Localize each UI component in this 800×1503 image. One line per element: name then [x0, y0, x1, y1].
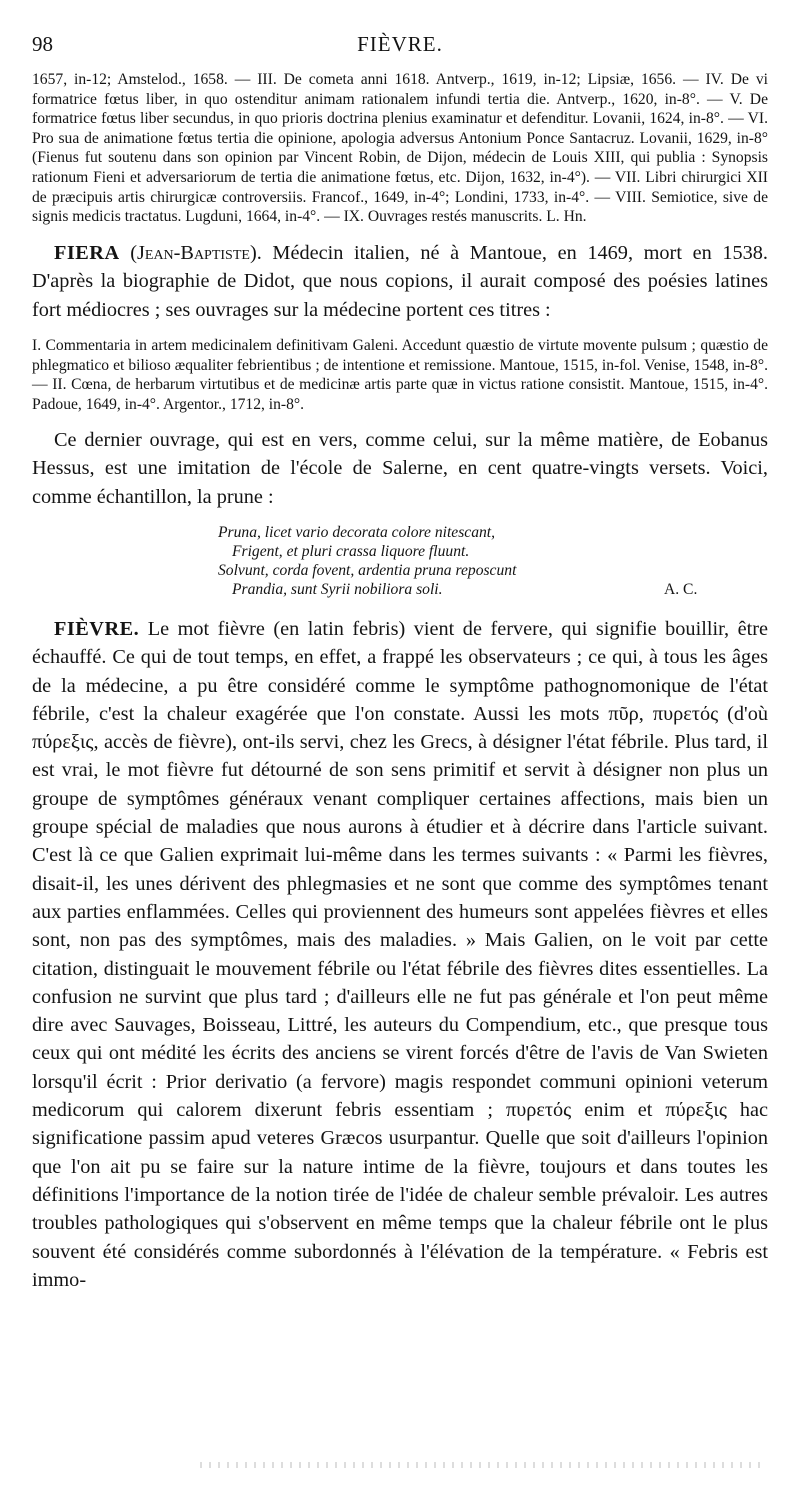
- fiera-works: [32, 336, 768, 414]
- fiera-text: Médecin italien, né à Mantoue, en 1469, mort en 1538. D'après la biographie de Didot, que nous copions, il aurait composé des poésies latines fort médiocres ; ses ouvrages sur la médecine portent ces titres :: [32, 242, 768, 321]
- author-signature: A. C.: [664, 581, 698, 598]
- poem-line: Prandia, sunt Syrii nobiliora soli.: [232, 581, 443, 598]
- bibliography-text: 1657, in-12; Amstelod., 1658. — III. De cometa anni 1618. Antverp., 1619, in-12; Lipsiæ, 1656. — IV. De vi formatrice fœtus liber, in quo ostenditur animam rationalem infundi tertia die. Antverp., 1620, in-8°. — V. De formatrice fœtus liber secundus, in quo prioris doctrina plenius examinatur et defenditur. Lovanii, 1624, in-8°. — VI. Pro sua de animatione fœtus tertia die opinione, apologia adversus Antonium Ponce Santacruz. Lovanii, 1629, in-8° (Fienus fut soutenu dans son opinion par Vincent Robin, de Dijon, médecin de Louis XIII, qui publia : Synopsis rationum Fieni et adversariorum de tertia die animatione fœtus, etc. Dijon, 1632, in-4°). — VII. Libri chirurgici XII de præcipuis artis chirurgicæ controversiis. Francof., 1649, in-4°; Londini, 1733, in-4°. — VIII. Semiotice, sive de signis medicis tractatus. Lugduni, 1664, in-4°. — IX. Ouvrages restés manuscrits. L. Hn.: [32, 71, 768, 226]
- poem-line: Solvunt, corda fovent, ardentia pruna reposcunt: [218, 562, 517, 579]
- page-header: [32, 32, 768, 62]
- fiera-intro: [32, 239, 768, 324]
- bibliography-continuation: [32, 70, 768, 227]
- fiera-name: (Jean-Baptiste).: [130, 242, 262, 264]
- entry-headword-fievre: FIÈVRE.: [54, 618, 140, 640]
- entry-fievre: [32, 615, 768, 1294]
- entry-fiera: [32, 239, 768, 324]
- page-edge-marks: [200, 1462, 760, 1468]
- fievre-text: Le mot fièvre (en latin febris) vient de fervere, qui signifie bouillir, être échauffé. Ce qui de tout temps, en effet, a frappé les observateurs ; ce qui, à tous les âges de la médecine, a pu être considéré comme le symptôme pathognomonique de l'état fébrile, c'est la chaleur exagérée que l'on constate. Aussi les mots πῦρ, πυρετός (d'où πύρεξις, accès de fièvre), ont-ils servi, chez les Grecs, à désigner l'état fébrile. Plus tard, il est vrai, le mot fièvre fut détourné de son sens primitif et servit à désigner non plus un groupe de symptômes généraux venant compliquer certaines affections, mais bien un groupe spécial de maladies que nous aurons à étudier et à décrire dans l'article suivant. C'est là ce que Galien exprimait lui-même dans les termes suivants : « Parmi les fièvres, disait-il, les unes dérivent des phlegmasies et ne sont que comme des symptômes tenant aux parties enflammées. Celles qui proviennent des humeurs sont appelées fièvres et elles sont, non pas des symptômes, mais des maladies. » Mais Galien, on le voit par cette citation, distinguait le mouvement fébrile ou l'état fébrile des fièvres dites essentielles. La confusion ne survint que plus tard ; d'ailleurs elle ne fut pas générale et l'on peut même dire avec Sauvages, Boisseau, Littré, les auteurs du Compendium, etc., que presque tous ceux qui ont médité les écrits des anciens se virent forcés d'être de l'avis de Van Swieten lorsqu'il écrit : Prior derivatio (a fervore) magis respondet communi opinioni veterum medicorum qui calorem dixerunt febris essentiam ; πυρετός enim et πύρεξις hac significatione passim apud veteres Græcos usurpantur. Quelle que soit d'ailleurs l'opinion que l'on ait pu se faire sur la nature intime de la fièvre, toujours et dans toutes les définitions l'importance de la notion tirée de l'idée de chaleur semble prévaloir. Les autres troubles pathologiques qui s'observent en même temps que la chaleur fébrile ont le plus souvent été considérés comme subordonnés à l'élévation de la température. « Febris est immo-: [32, 618, 768, 1291]
- poem-line: Pruna, licet vario decorata colore nitescant,: [218, 524, 496, 541]
- fiera-commentary-block: [32, 426, 768, 511]
- running-title: FIÈVRE.: [357, 32, 443, 56]
- fiera-works-text: I. Commentaria in artem medicinalem definitivam Galeni. Accedunt quæstio de virtute movente pulsum ; quæstio de phlegmatico et bilioso æqualiter febrientibus ; de intentione et remissione. Mantoue, 1515, in-fol. Venise, 1548, in-8°. — II. Cœna, de herbarum virtutibus et de medicinæ artis parte quæ in victus ratione consistit. Mantoue, 1515, in-4°. Padoue, 1649, in-4°. Argentor., 1712, in-8°.: [32, 337, 768, 413]
- entry-headword-fiera: FIERA: [54, 242, 120, 264]
- page-number: 98: [32, 32, 53, 56]
- fiera-commentary: Ce dernier ouvrage, qui est en vers, comme celui, sur la même matière, de Eobanus Hessus, est une imitation de l'école de Salerne, en cent quatre-vingts versets. Voici, comme échantillon, la prune :: [32, 429, 768, 508]
- poem-line: Frigent, et pluri crassa liquore fluunt.: [232, 543, 470, 560]
- fievre-paragraph: [32, 615, 768, 1294]
